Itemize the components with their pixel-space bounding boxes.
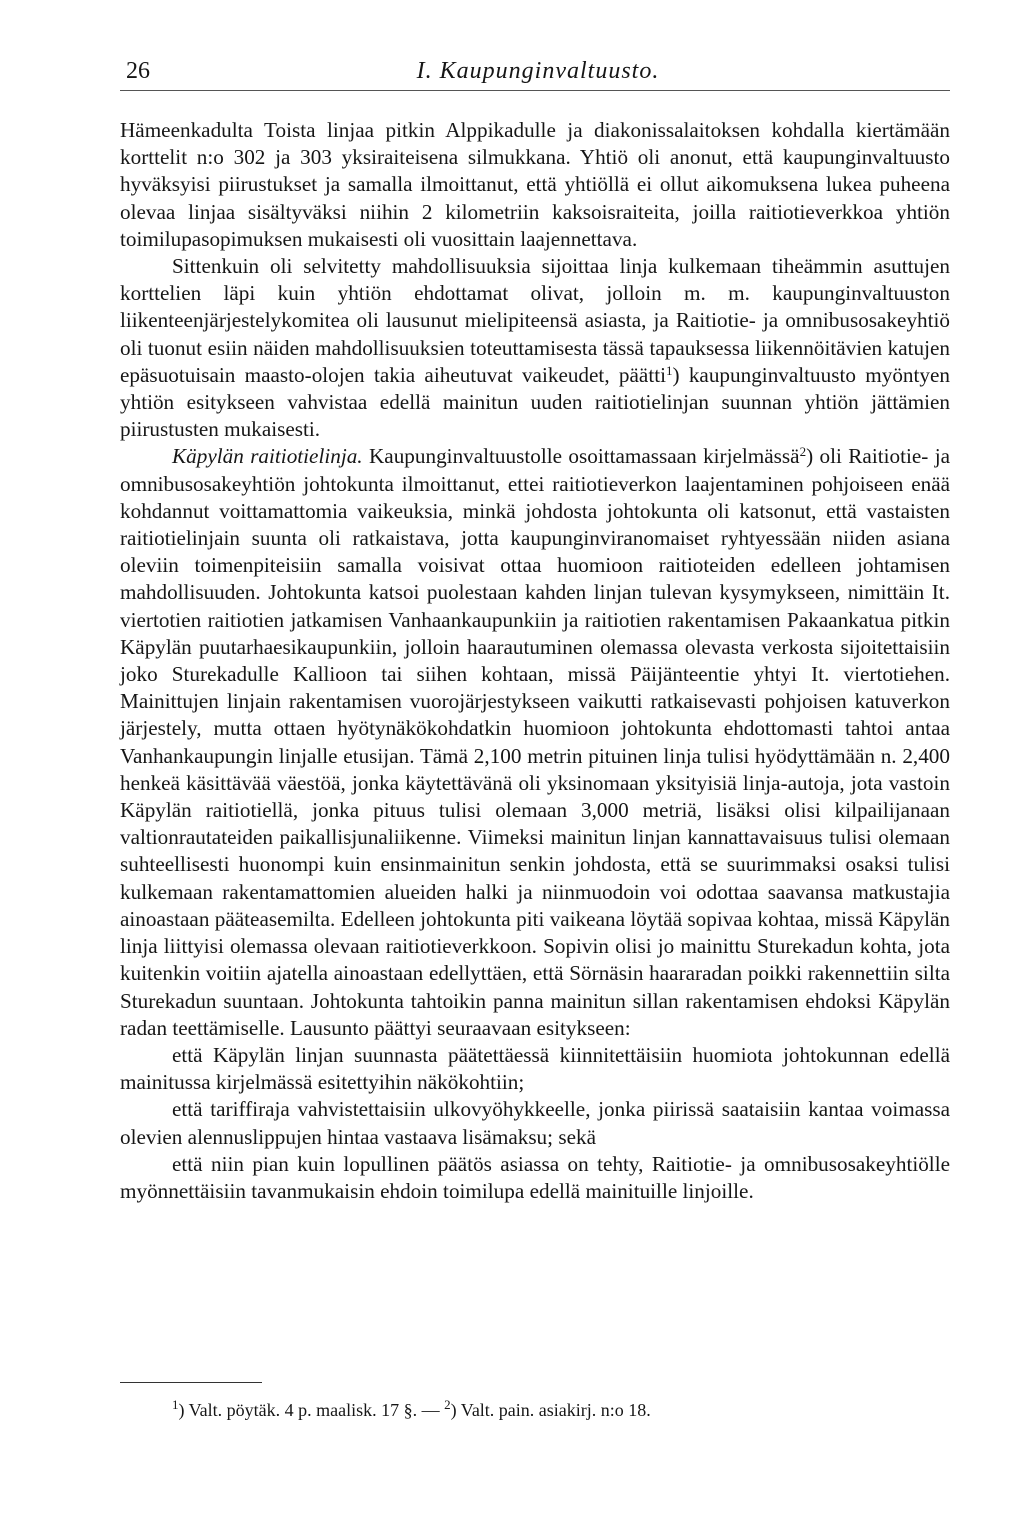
footnote-mark-1: 1: [172, 1397, 179, 1412]
proposal-item-2: että tariffiraja vahvistettaisiin ulkovyöhykkeelle, jonka piirissä saataisiin kantaa voimassa olevien alennuslippujen hintaa vastaava lisämaksu; sekä: [120, 1097, 950, 1149]
paragraph-3-part-a: Kaupunginvaltuustolle osoittamassaan kirjelmässä: [362, 444, 800, 469]
running-head: I. Kaupunginvaltuusto.: [416, 58, 660, 84]
header-rule: [120, 90, 950, 91]
footnote-2-text: ) Valt. pain. asiakirj. n:o 18.: [450, 1400, 651, 1420]
paragraph-2: [120, 253, 950, 443]
footnotes: [172, 1397, 651, 1421]
footnote-1-text: ) Valt. pöytäk. 4 p. maalisk. 17 §. —: [178, 1400, 445, 1420]
footnote-ref-1: 1: [665, 362, 673, 378]
page-number: 26: [126, 58, 150, 84]
proposal-item-1: että Käpylän linjan suunnasta päätettäessä kiinnitettäisiin huomiota johtokunnan edellä mainitussa kirjelmässä esitettyihin näkökohtiin;: [120, 1042, 950, 1095]
document-page: [120, 58, 956, 1203]
body-text: [120, 117, 950, 1205]
footnote-ref-2: 2: [799, 444, 807, 460]
footnote-mark-2: 2: [444, 1397, 451, 1412]
page-header: [120, 58, 956, 88]
section-title-kapylan-raitiotielinja: Käpylän raitiotielinja.: [172, 444, 363, 469]
paragraph-2-part-a: Sittenkuin oli selvitetty mahdollisuuksia sijoittaa linja kulkemaan tiheämmin asuttujen korttelien läpi kuin yhtiön ehdottamat olivat, jolloin m. m. kaupunginvaltuuston liikenteenjärjestelykomitea oli lausunut mielipiteensä asiasta, ja Raitiotie- ja omnibusosakeyhtiö oli tuonut esiin näiden mahdollisuuksien toteuttamisesta tässä tapauksessa liikennöitävien katujen epäsuotuisain maasto-olojen takia aiheutuvat vaikeudet, päätti: [120, 254, 950, 387]
proposal-item-3: että niin pian kuin lopullinen päätös asiassa on tehty, Raitiotie- ja omnibusosakeyhtiölle myönnettäisiin tavanmukaisin ehdoin toimilupa edellä mainituille linjoille.: [120, 1151, 950, 1203]
paragraph-2-part-b: ) kaupunginvaltuusto myöntyen yhtiön esitykseen vahvistaa edellä mainitun uuden raitiotielinjan suunnan yhtiön jättämien piirustusten mukaisesti.: [120, 362, 950, 442]
footnote-rule: [120, 1382, 262, 1383]
paragraph-1: Hämeenkadulta Toista linjaa pitkin Alppikadulle ja diakonissalaitoksen kohdalla kiertämään korttelit n:o 302 ja 303 yksiraiteisena silmukkana. Yhtiö oli anonut, että kaupunginvaltuusto hyväksyisi piirustukset ja samalla ilmoittanut, että yhtiöllä ei ollut aikomuksena lukea puheena olevaa linjaa sisältyväksi niihin 2 kilometriin kaksoisraiteita, joilla raitiotieverkkoa yhtiön toimilupasopimuksen mukaisesti oli vuosittain laajennettava.: [120, 118, 950, 251]
paragraph-3: [120, 443, 950, 1041]
paragraph-3-part-b: ) oli Raitiotie- ja omnibusosakeyhtiön johtokunta ilmoittanut, ettei raitiotieverkon laajentaminen pohjoiseen enää kohdannut voittamattomia vaikeuksia, minkä johdosta johtokunta oli katsonut, että vastaisten raitiotielinjain suunta oli ratkaistava, jotta kaupunginviranomaiset ryhtyessään niiden asiana oleviin toimenpiteisiin samalla voisivat ottaa huomioon raitioteiden edelleen johtamisen mahdollisuuden. Johtokunta katsoi puolestaan kahden linjan tulevan kysymykseen, nimittäin It. viertotien raitiotien jatkamisen Vanhaankaupunkiin ja raitiotien rakentamisen Pakaankatua pitkin Käpylän puutarhaesikaupunkiin, jolloin haarautuminen olemassa olevasta verkosta sijoitettaisiin joko Sturekadulle Kallioon tai siihen kohtaan, missä Päijänteentie yhtyi It. viertotiehen. Mainittujen linjain rakentamisen vuorojärjestykseen vaikutti ratkaisevasti pohjoisen katuverkon järjestely, mutta ottaen hyötynäkökohdatkin huomioon johtokunta ehdottomasti tahtoi antaa Vanhankaupungin linjalle etusijan. Tämä 2,100 metrin pituinen linja tulisi hyödyttämään n. 2,400 henkeä käsittävää väestöä, jonka käytettävänä oli yksinomaan yksityisiä linja-autoja, jota vastoin Käpylän raitiotiellä, jonka pituus tulisi olemaan 3,000 metriä, lisäksi olisi kilpailijanaan valtionrautateiden paikallisjunaliikenne. Viimeksi mainitun linjan kannattavaisuus tulisi olemaan suhteellisesti huonompi kuin ensinmainitun senkin johdosta, että se suurimmaksi osaksi tulisi kulkemaan rakentamattomien alueiden halki ja niinmuodoin voi odottaa saavansa matkustajia ainoastaan pääteasemilta. Edelleen johtokunta piti vaikeana löytää sopivaa kohtaa, missä Käpylän linja liittyisi olemassa olevaan raitiotieverkkoon. Sopivin olisi jo mainittu Sturekadun kohta, jota kuitenkin voitiin ajatella ainoastaan edellyttäen, että Sörnäsin haararadan poikki rakennettiin silta Sturekadun suuntaan. Johtokunta tahtoikin panna mainitun sillan rakentamisen ehdoksi Käpylän radan teettämiselle. Lausunto päättyi seuraavaan esitykseen:: [120, 444, 950, 1040]
